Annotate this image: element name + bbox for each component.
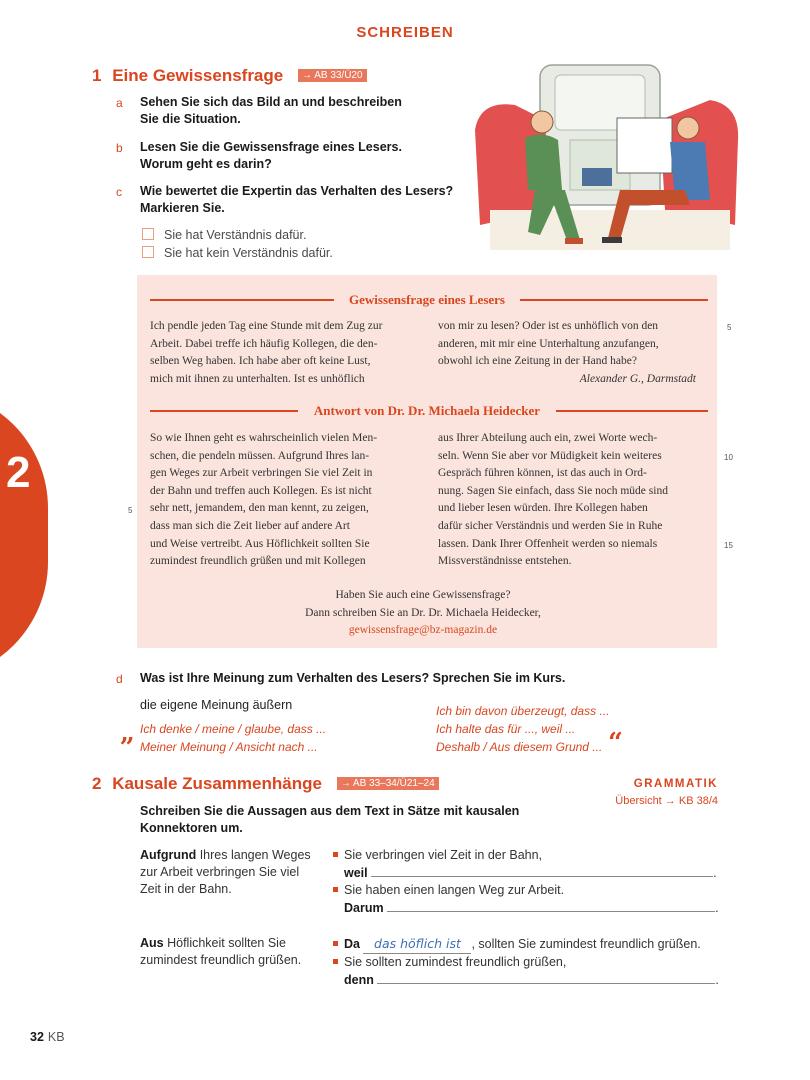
- checkbox[interactable]: [142, 228, 154, 240]
- chapter-tab: [0, 390, 48, 680]
- letter-column-2: [438, 318, 696, 388]
- text-line: schen, die pendeln müssen. Aufgrund Ihres lan-: [150, 449, 370, 462]
- task1b-letter: b: [116, 141, 123, 155]
- answer-line-weil[interactable]: [371, 864, 713, 877]
- phrase: Ich bin davon überzeugt, dass ...: [436, 704, 610, 718]
- task1-workbook-ref[interactable]: → AB 33/Ü20: [298, 69, 367, 82]
- prompt-text: Sie haben einen langen Weg zur Arbeit.: [344, 883, 565, 897]
- task1a-letter: a: [116, 96, 123, 110]
- email-link[interactable]: gewissensfrage@bz-magazin.de: [348, 624, 498, 637]
- letter-footer: [150, 587, 696, 640]
- section-title: SCHREIBEN: [356, 24, 454, 41]
- text-line: der Bahn und treffen auch Kollegen. Es ist nicht: [150, 484, 372, 497]
- prompt-text: Sie verbringen viel Zeit in der Bahn,: [344, 848, 543, 862]
- connector: denn: [344, 973, 374, 987]
- answer-line-darum[interactable]: [387, 899, 715, 912]
- checkbox[interactable]: [142, 246, 154, 258]
- grammar-label: GRAMMATIK: [633, 778, 718, 790]
- text-line: und Weise vertreibt. Aus Höflichkeit sollten Sie: [150, 537, 370, 550]
- text-line: und lieber lesen würden. Ihre Kollegen haben: [438, 502, 648, 515]
- task1c-line2: Markieren Sie.: [140, 201, 225, 215]
- task1a-line2: Sie die Situation.: [140, 112, 241, 126]
- text-line: dass man sich die Zeit lieber auf andere Art: [150, 519, 350, 532]
- answer-line-denn[interactable]: [377, 971, 715, 984]
- instruction-line: Schreiben Sie die Aussagen aus dem Text in Sätze mit kausalen: [140, 804, 520, 818]
- bullet: [333, 941, 338, 946]
- line-number: 10: [724, 453, 733, 462]
- task1a-text: [140, 94, 402, 128]
- footer-line: Haben Sie auch eine Gewissensfrage?: [335, 589, 511, 601]
- text-line: seln. Wenn Sie aber vor Müdigkeit kein weiteres: [438, 449, 662, 462]
- page-number-value: 32: [30, 1030, 44, 1044]
- heading-rule: [520, 299, 708, 301]
- source-text: Ihres langen Weges: [196, 848, 311, 862]
- task1-title: Eine Gewissensfrage: [112, 66, 284, 85]
- heading-rule: [556, 410, 708, 412]
- task1b-line1: Lesen Sie die Gewissensfrage eines Lesers.: [140, 140, 402, 154]
- answer-line-da[interactable]: [363, 935, 471, 954]
- text-line: lassen. Dank Ihrer Offenheit werden so niemals: [438, 537, 658, 550]
- text-line: von mir zu lesen? Oder ist es unhöflich von den: [438, 320, 659, 332]
- phrase: Deshalb / Aus diesem Grund ...: [436, 740, 603, 754]
- line-number: 5: [727, 323, 732, 332]
- text-line: selben Weg haben. Ich habe aber oft keine Lust,: [150, 355, 371, 368]
- source-text: zumindest freundlich grüßen.: [140, 953, 302, 967]
- text-line: sehr nett, jemandem, den man kennt, zu zeigen,: [150, 502, 369, 515]
- letter-column-1: [150, 318, 412, 388]
- connector: Darum: [344, 901, 384, 915]
- text-line: Gespräch führen können, ist das auch in Ord-: [438, 467, 647, 480]
- task1c-letter: c: [116, 185, 122, 199]
- text-line: obwohl ich eine Zeitung in der Hand habe?: [438, 355, 637, 368]
- phrase: Meiner Meinung / Ansicht nach ...: [140, 740, 318, 754]
- task1-number: 1: [92, 66, 102, 85]
- instruction-line: Konnektoren um.: [140, 821, 243, 835]
- chapter-number: 2: [6, 448, 31, 497]
- example1-answers: Sie verbringen viel Zeit in der Bahn, weil . Sie haben einen langen Weg zur Arbeit. Darum .: [333, 847, 723, 917]
- phrases-subtitle: die eigene Meinung äußern: [140, 698, 293, 712]
- task2-heading: [92, 774, 439, 794]
- heading-rule: [150, 299, 334, 301]
- line-number: 15: [724, 541, 733, 550]
- connector: Da: [344, 937, 360, 951]
- page-number: [30, 1030, 65, 1044]
- phrase: Ich denke / meine / glaube, dass ...: [140, 722, 327, 736]
- keyword: Aus: [140, 936, 164, 950]
- task1a-line1: Sehen Sie sich das Bild an und beschreiben: [140, 95, 402, 109]
- example1-source: [140, 847, 320, 898]
- task1b-line2: Worum geht es darin?: [140, 157, 272, 171]
- text-line: Arbeit. Dabei treffe ich häufig Kollegen, die den-: [150, 337, 378, 350]
- heading-rule: [150, 410, 298, 412]
- task2-number: 2: [92, 774, 102, 793]
- task2-instruction: [140, 803, 519, 837]
- source-text: Höflichkeit sollten Sie: [163, 936, 286, 950]
- example2-source: [140, 935, 330, 969]
- source-text: Zeit in der Bahn.: [140, 882, 232, 896]
- keyword: Aufgrund: [140, 848, 197, 862]
- prompt-text: Sie sollten zumindest freundlich grüßen,: [344, 955, 567, 969]
- phrases-right: [436, 702, 609, 756]
- text-line: gen Weges zur Arbeit verbringen Sie viel Zeit in: [150, 467, 373, 480]
- task1c-line1: Wie bewertet die Expertin das Verhalten des Lesers?: [140, 184, 454, 198]
- text-line: mich mit ihnen zu unterhalten. Ist es unhöflich: [150, 372, 365, 385]
- bullet: [333, 852, 338, 857]
- phrases-left: [140, 720, 326, 756]
- text-line: Missverständnisse entstehen.: [438, 555, 572, 568]
- handwritten-answer: das höflich ist: [374, 936, 461, 951]
- task1c-text: [140, 183, 453, 217]
- text-line: Ich pendle jeden Tag eine Stunde mit dem Zug zur: [150, 320, 383, 332]
- train-illustration: [470, 60, 745, 265]
- letter-heading: Gewissensfrage eines Lesers: [349, 292, 505, 307]
- close-quote: “: [608, 728, 623, 758]
- text-line: nung. Sagen Sie einfach, dass Sie noch müde sind: [438, 484, 668, 497]
- option-label: Sie hat Verständnis dafür.: [164, 228, 307, 242]
- task2-title: Kausale Zusammenhänge: [112, 774, 322, 793]
- commuters-illustration: [470, 60, 745, 265]
- line-number: 5: [128, 506, 133, 515]
- answer-column-1: [150, 430, 412, 571]
- text-line: So wie Ihnen geht es wahrscheinlich vielen Men-: [150, 432, 378, 444]
- option-label: Sie hat kein Verständnis dafür.: [164, 246, 333, 260]
- task1-heading: [92, 66, 367, 86]
- open-quote: „: [120, 718, 135, 748]
- connector: weil: [344, 866, 368, 880]
- letter-signature: Alexander G., Darmstadt: [579, 372, 696, 385]
- source-text: zur Arbeit verbringen Sie viel: [140, 865, 300, 879]
- task1d-letter: d: [116, 672, 123, 686]
- text-line: zumindest freundlich grüßen und mit Kollegen: [150, 555, 366, 568]
- phrase: Ich halte das für ..., weil ...: [436, 722, 576, 736]
- answer-column-2: [438, 430, 696, 571]
- text-line: anderen, mit mir eine Unterhaltung anzufangen,: [438, 337, 659, 350]
- prompt-text: , sollten Sie zumindest freundlich grüßen.: [471, 937, 701, 951]
- option-understanding[interactable]: [142, 228, 306, 242]
- answer-heading: Antwort von Dr. Dr. Michaela Heidecker: [313, 403, 541, 418]
- bullet: [333, 887, 338, 892]
- example2-answers: Da das höflich ist , sollten Sie zumindest freundlich grüßen. Sie sollten zumindest freundlich grüßen, denn .: [333, 935, 723, 989]
- book-label: KB: [47, 1030, 65, 1044]
- bullet: [333, 959, 338, 964]
- text-line: aus Ihrer Abteilung auch ein, zwei Worte wech-: [438, 432, 658, 444]
- footer-line: Dann schreiben Sie an Dr. Dr. Michaela Heidecker,: [305, 606, 541, 619]
- task2-workbook-ref[interactable]: → AB 33–34/Ü21–24: [337, 777, 439, 790]
- option-no-understanding[interactable]: [142, 246, 333, 260]
- task1d-text: Was ist Ihre Meinung zum Verhalten des Lesers? Sprechen Sie im Kurs.: [140, 671, 566, 685]
- text-line: dafür sicher Verständnis und werden Sie in Ruhe: [438, 519, 663, 532]
- task1b-text: [140, 139, 402, 173]
- grammar-overview-ref[interactable]: Übersicht → KB 38/4: [615, 795, 718, 807]
